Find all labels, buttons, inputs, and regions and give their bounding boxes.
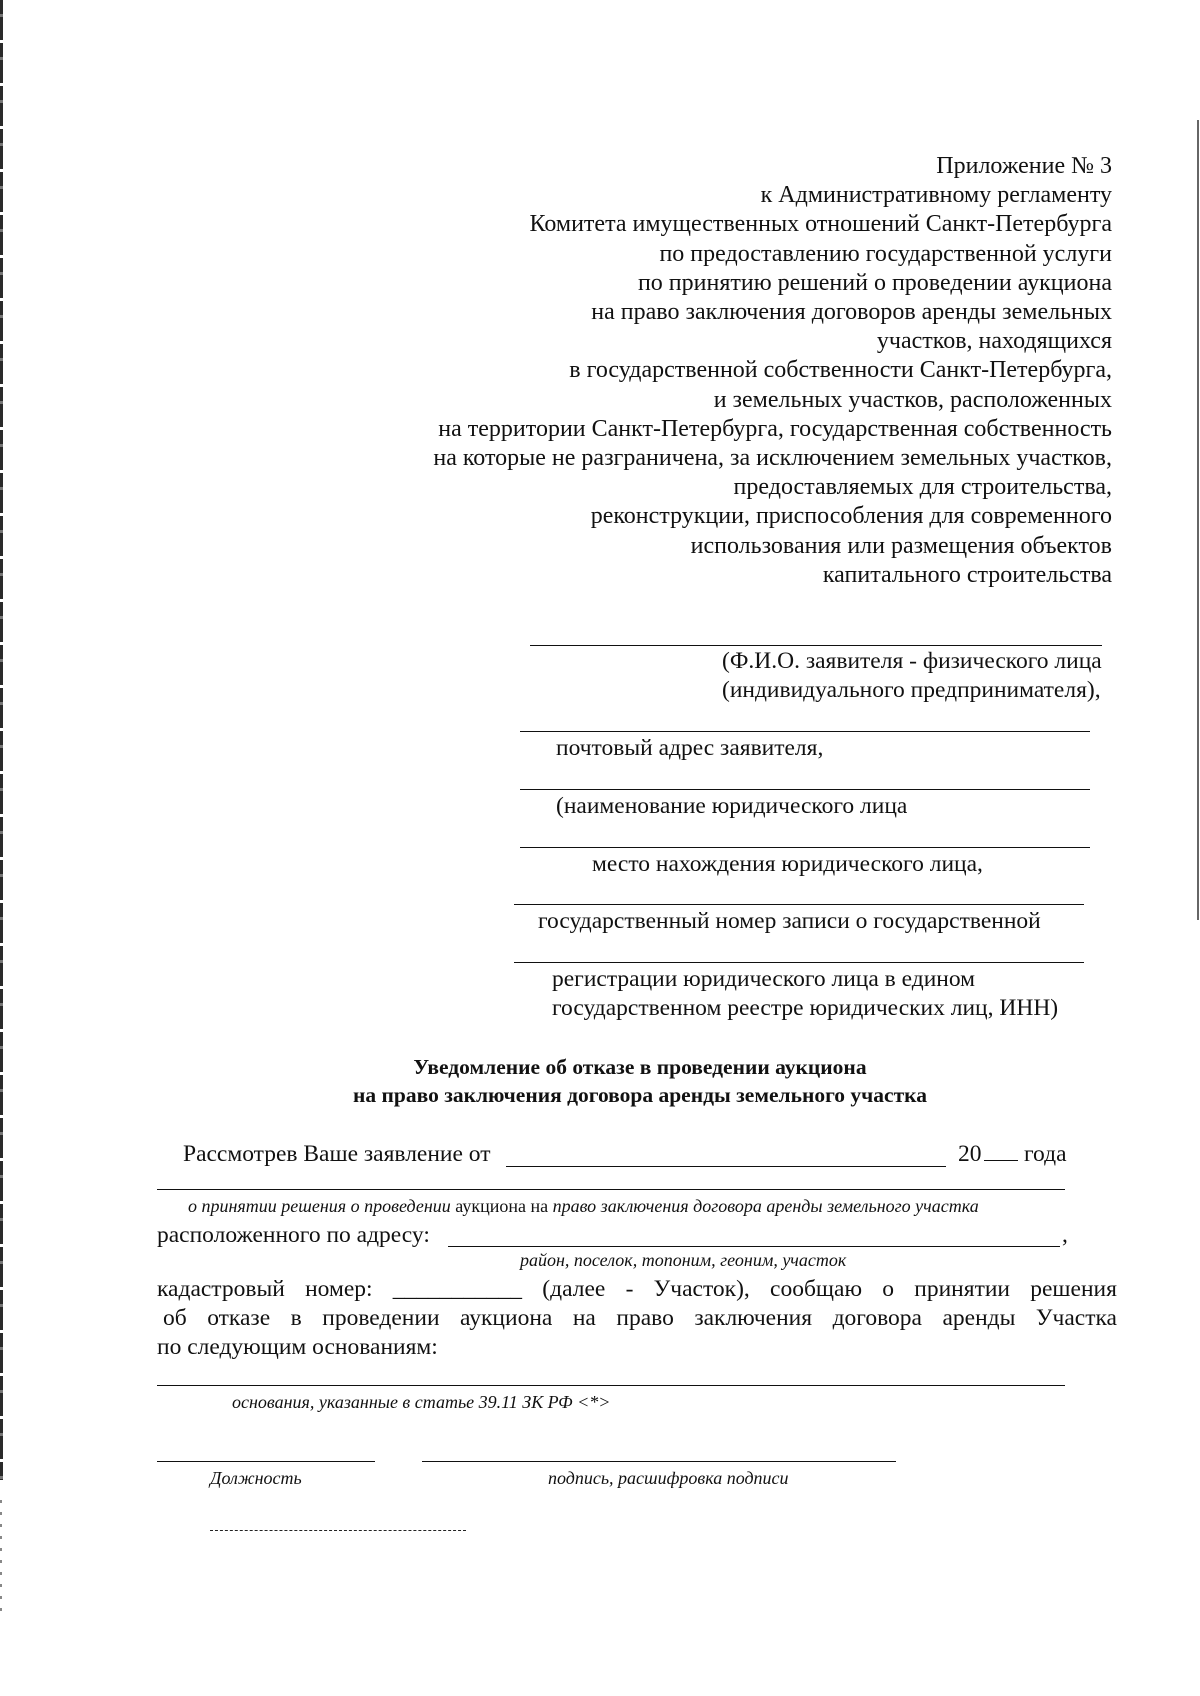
- header-line: реконструкции, приспособления для современного: [590, 503, 1112, 530]
- reg-caption-line1: государственный номер записи о государственной: [538, 908, 1041, 934]
- cadastral-word: решения: [1030, 1276, 1117, 1302]
- header-line: Приложение № 3: [936, 153, 1112, 179]
- postal-blank-line: [520, 731, 1090, 732]
- reg-number-blank-line: [514, 904, 1084, 905]
- notice-title-line1: Уведомление об отказе в проведении аукциона: [413, 1055, 867, 1079]
- legal-location-blank-line: [520, 847, 1090, 848]
- refusal-word: об: [163, 1305, 187, 1331]
- cadastral-word: кадастровый: [157, 1276, 285, 1302]
- reg-blank-line: [514, 962, 1084, 963]
- refusal-line: [163, 1305, 1117, 1332]
- year-prefix: 20: [958, 1141, 982, 1167]
- decision-blank-line: [157, 1189, 1065, 1190]
- refusal-word: аукциона: [460, 1305, 553, 1331]
- cadastral-number-field[interactable]: ___________: [392, 1276, 523, 1302]
- address-label: расположенного по адресу:: [157, 1222, 430, 1248]
- address-comma: ,: [1062, 1222, 1068, 1248]
- header-line: Комитета имущественных отношений Санкт-Петербурга: [529, 211, 1112, 238]
- year-blank[interactable]: [984, 1158, 1018, 1161]
- refusal-word: на: [572, 1305, 596, 1331]
- cadastral-word: номер:: [305, 1276, 373, 1302]
- signature-field[interactable]: [422, 1461, 896, 1462]
- legal-name-caption: (наименование юридического лица: [556, 793, 908, 819]
- cadastral-word: о: [882, 1276, 895, 1302]
- year-suffix: года: [1024, 1141, 1067, 1167]
- header-line: по принятию решений о проведении аукциона: [637, 269, 1112, 296]
- signature-label: подпись, расшифровка подписи: [548, 1468, 789, 1488]
- decision-plain-part: аукциона на: [455, 1196, 549, 1216]
- reviewed-prefix: Рассмотрев Ваше заявление от: [183, 1141, 491, 1167]
- reg-caption-line2: регистрации юридического лица в едином: [552, 966, 976, 992]
- scan-edge-artifact: [0, 0, 3, 1480]
- fio-blank-line: [530, 645, 1102, 646]
- grounds-label: по следующим основаниям:: [157, 1334, 438, 1360]
- header-line: в государственной собственности Санкт-Петербурга,: [569, 357, 1112, 384]
- postal-caption: почтовый адрес заявителя,: [556, 735, 824, 761]
- reg-caption-line3: государственном реестре юридических лиц, ИНН): [552, 995, 1059, 1021]
- header-line: к Административному регламенту: [760, 182, 1112, 209]
- refusal-word: договора: [832, 1305, 922, 1331]
- header-line: по предоставлению государственной услуги: [659, 240, 1112, 267]
- decision-italic-part: право заключения договора аренды земельного участка: [552, 1196, 979, 1216]
- appendix-header: [380, 152, 1112, 590]
- refusal-word: в: [290, 1305, 302, 1331]
- application-date-field[interactable]: [506, 1166, 946, 1167]
- position-label: Должность: [210, 1468, 302, 1488]
- grounds-hint: основания, указанные в статье 39.11 ЗК РФ <*>: [232, 1392, 611, 1412]
- position-field[interactable]: [157, 1461, 375, 1462]
- fio-caption-line1: (Ф.И.О. заявителя - физического лица: [722, 648, 1102, 674]
- cadastral-word: Участок),: [653, 1276, 750, 1302]
- legal-name-blank-line: [520, 789, 1090, 790]
- cadastral-word: сообщаю: [770, 1276, 863, 1302]
- refusal-word: право: [616, 1305, 674, 1331]
- cadastral-word: принятии: [914, 1276, 1010, 1302]
- cadastral-word: (далее: [542, 1276, 606, 1302]
- legal-location-caption: место нахождения юридического лица,: [592, 851, 983, 877]
- footnote-separator: [210, 1530, 466, 1531]
- fio-caption-line2: (индивидуального предпринимателя),: [722, 677, 1101, 703]
- header-line: участков, находящихся: [876, 328, 1112, 355]
- refusal-word: отказе: [207, 1305, 271, 1331]
- cadastral-line: [157, 1276, 1117, 1303]
- refusal-word: аренды: [942, 1305, 1016, 1331]
- header-line: капитального строительства: [822, 561, 1112, 588]
- year-field[interactable]: [958, 1141, 1020, 1168]
- header-line: на которые не разграничена, за исключением земельных участков,: [433, 445, 1112, 472]
- cadastral-word: -: [625, 1276, 634, 1302]
- refusal-word: Участка: [1035, 1305, 1117, 1331]
- header-line: использования или размещения объектов: [690, 532, 1112, 559]
- grounds-field[interactable]: [157, 1385, 1065, 1386]
- refusal-word: проведении: [322, 1305, 440, 1331]
- scan-edge-artifact: [0, 1500, 2, 1620]
- address-field[interactable]: [448, 1246, 1060, 1247]
- header-line: предоставляемых для строительства,: [733, 474, 1112, 501]
- decision-italic-part: о принятии решения о проведении: [188, 1196, 451, 1216]
- decision-caption: [188, 1196, 979, 1217]
- refusal-word: заключения: [694, 1305, 813, 1331]
- notice-title-line2: на право заключения договора аренды земельного участка: [353, 1083, 927, 1107]
- address-hint: район, поселок, топоним, геоним, участок: [520, 1250, 847, 1270]
- header-line: на территории Санкт-Петербурга, государственная собственность: [438, 415, 1112, 442]
- header-line: на право заключения договоров аренды земельных: [591, 299, 1112, 326]
- scan-edge-artifact: [1197, 120, 1199, 920]
- header-line: и земельных участков, расположенных: [713, 386, 1112, 413]
